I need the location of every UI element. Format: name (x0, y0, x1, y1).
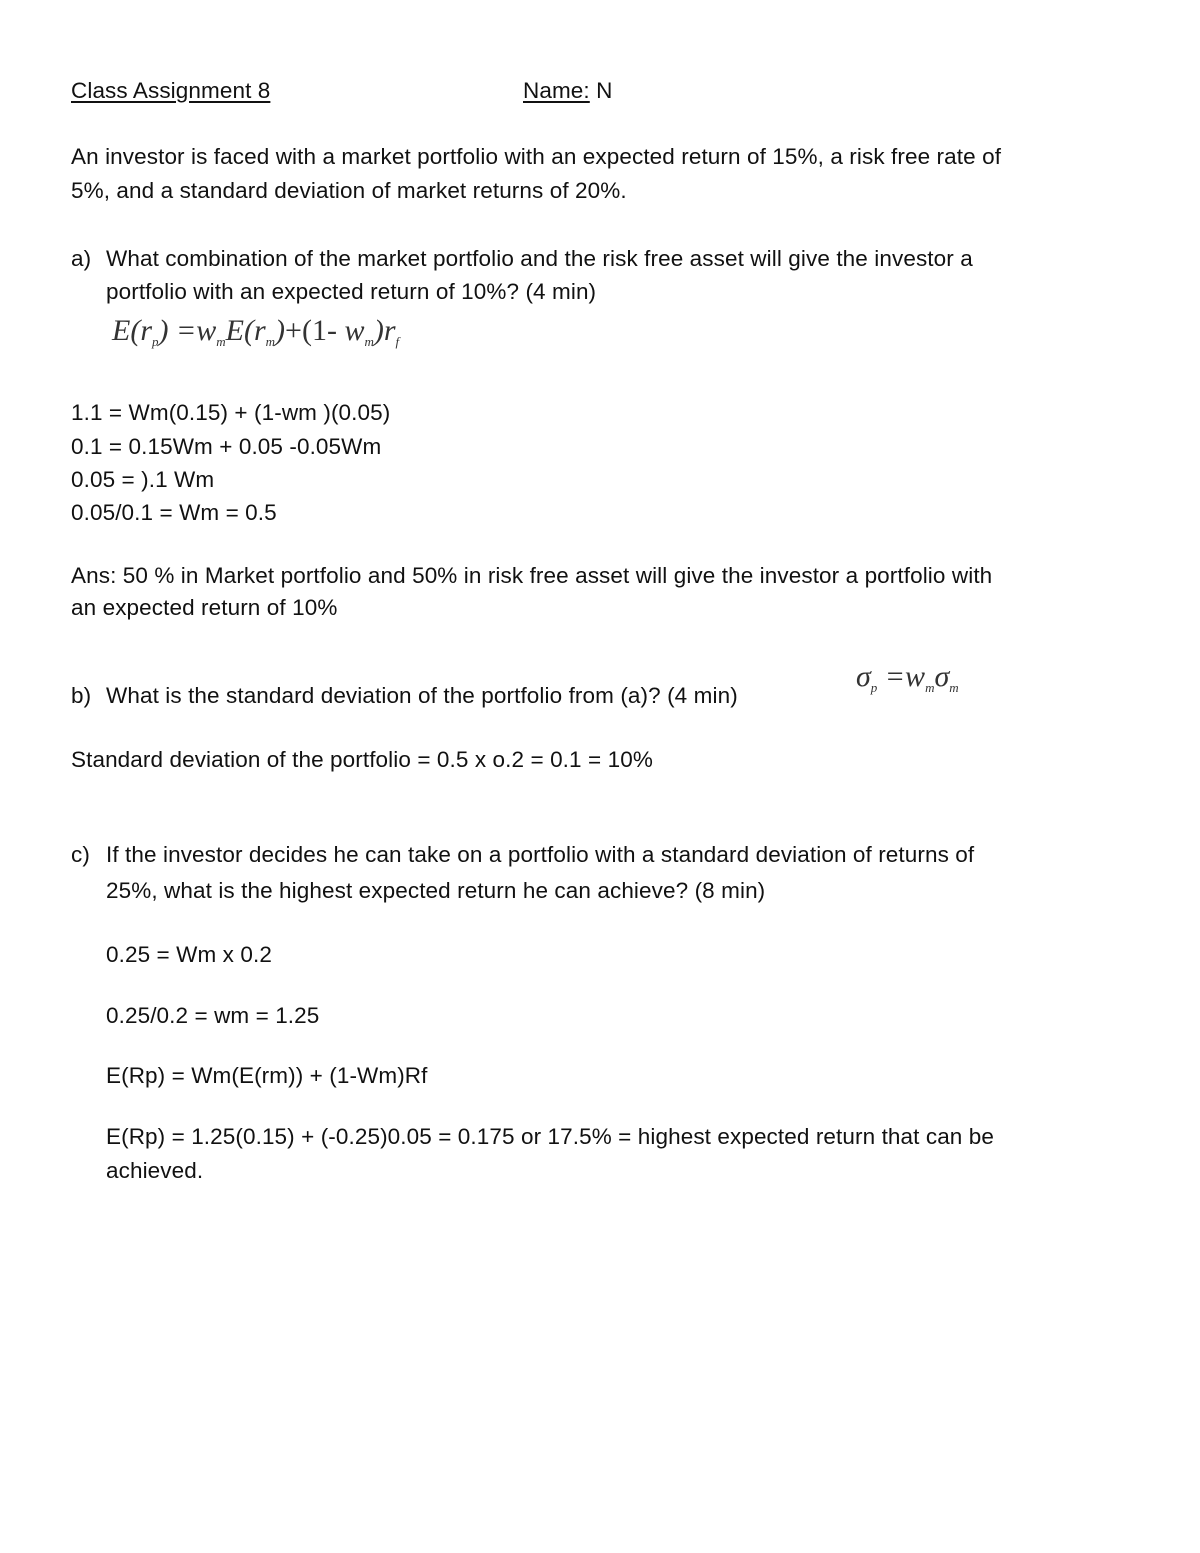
part-a-work-line-2: 0.1 = 0.15Wm + 0.05 -0.05Wm (71, 434, 382, 459)
part-a-marker: a) (71, 246, 92, 271)
part-a-question-line-2: portfolio with an expected return of 10%? (4 min) (106, 279, 597, 304)
name-label: Name: (523, 78, 590, 103)
part-b-answer: Standard deviation of the portfolio = 0.5 x o.2 = 0.1 = 10% (71, 747, 653, 772)
part-b-question: What is the standard deviation of the portfolio from (a)? (4 min) (106, 683, 738, 708)
assignment-title-text: Class Assignment 8 (71, 78, 271, 103)
part-a-question-line-1: What combination of the market portfolio and the risk free asset will give the investor a (106, 246, 973, 271)
expected-return-formula: $E(r_p) =w_mE(r_m)+(1-$ $w_m)r_f$ (112, 314, 400, 349)
part-c-marker: c) (71, 842, 90, 867)
intro-line-1: An investor is faced with a market portfolio with an expected return of 15%, a risk free rate of (71, 144, 1002, 169)
assignment-title (71, 80, 342, 103)
part-c-question-line-1: If the investor decides he can take on a portfolio with a standard deviation of returns of (106, 842, 975, 867)
part-a-answer-line-2: an expected return of 10% (71, 595, 338, 620)
part-a-work-line-4: 0.05/0.1 = Wm = 0.5 (71, 500, 277, 525)
part-a-work-line-1: 1.1 = Wm(0.15) + (1-wm )(0.05) (71, 400, 391, 425)
part-c-work-line-2: 0.25/0.2 = wm = 1.25 (106, 1003, 320, 1028)
part-c-work-line-3: E(Rp) = Wm(E(rm)) + (1-Wm)Rf (106, 1063, 428, 1088)
part-a-work-line-3: 0.05 = ).1 Wm (71, 467, 215, 492)
name-value: N (596, 78, 613, 103)
part-c-question-line-2: 25%, what is the highest expected return he can achieve? (8 min) (106, 878, 766, 903)
portfolio-std-formula: $\sigma_p =w_m\sigma_m$ (856, 660, 959, 695)
part-c-work-line-1: 0.25 = Wm x 0.2 (106, 942, 272, 967)
name-field (523, 80, 613, 103)
part-c-final-line-2: achieved. (106, 1158, 204, 1183)
part-c-final-line-1: E(Rp) = 1.25(0.15) + (-0.25)0.05 = 0.175 or 17.5% = highest expected return that can be (106, 1124, 995, 1149)
part-a-answer-line-1: Ans: 50 % in Market portfolio and 50% in risk free asset will give the investor a portfolio with (71, 563, 993, 588)
part-b-marker: b) (71, 683, 92, 708)
intro-line-2: 5%, and a standard deviation of market returns of 20%. (71, 178, 627, 203)
